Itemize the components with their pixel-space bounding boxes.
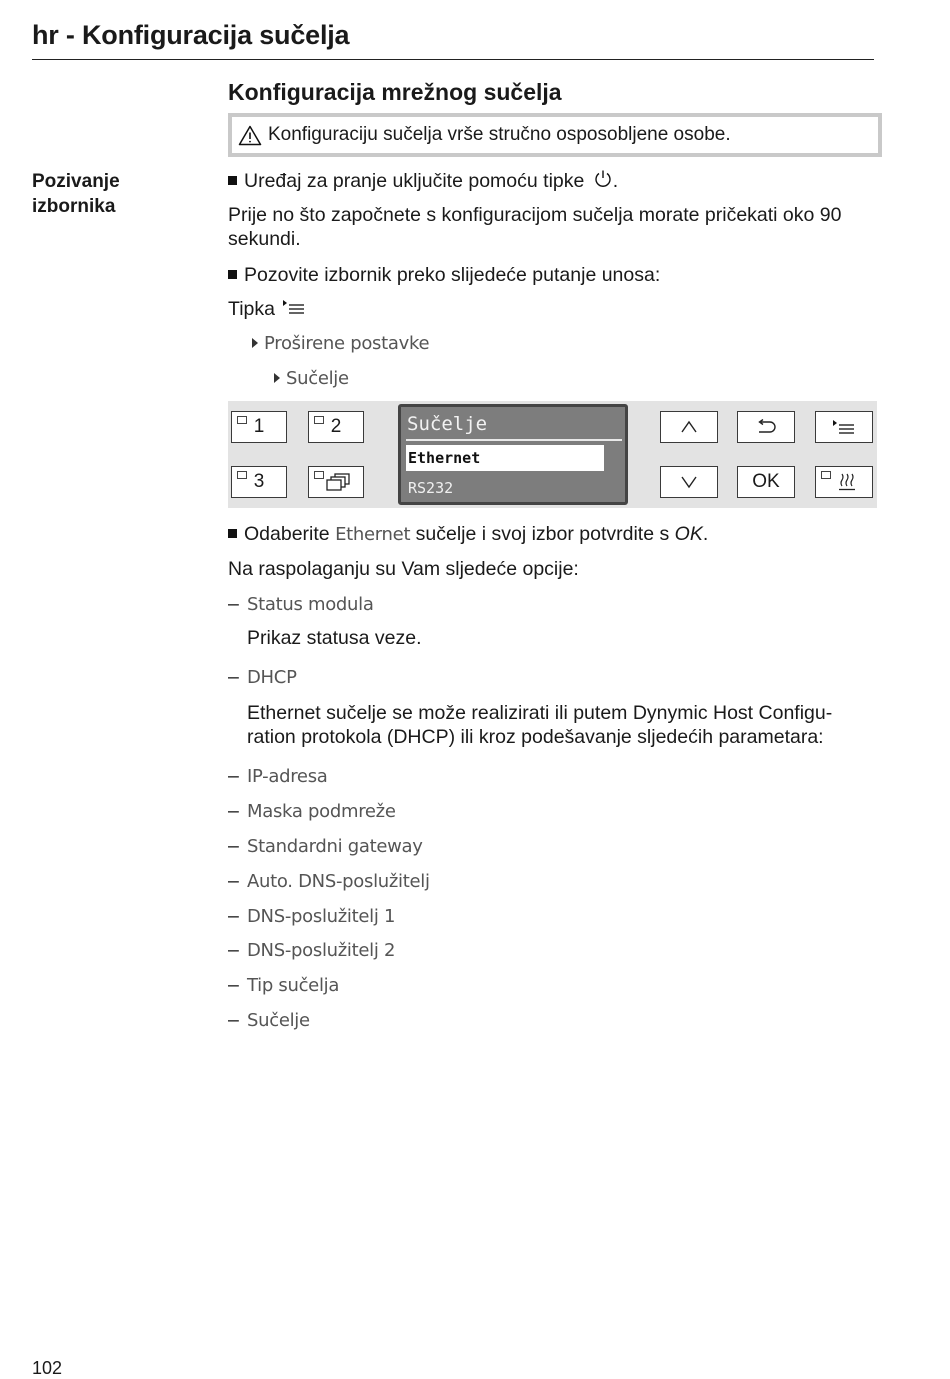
down-button[interactable] xyxy=(660,466,718,498)
param-item xyxy=(228,938,395,963)
up-arrow-icon xyxy=(680,420,698,434)
bullet-square xyxy=(228,270,237,279)
page-title: hr - Konfiguracija sučelja xyxy=(32,20,350,50)
dash: – xyxy=(228,666,239,688)
key-3[interactable] xyxy=(231,466,287,498)
path-key-label: Tipka xyxy=(228,298,275,320)
step1-end: . xyxy=(612,170,619,192)
path-key xyxy=(228,297,306,321)
param-label: Maska podmreže xyxy=(247,801,396,822)
dry-button[interactable] xyxy=(815,466,873,498)
led-indicator xyxy=(821,471,831,479)
back-button[interactable] xyxy=(737,411,795,443)
step3-end: . xyxy=(702,523,709,545)
step-select-ethernet xyxy=(228,522,708,547)
wait-paragraph: Prije no što započnete s konfiguracijom sučelja morate pričekati oko 90 sekundi. xyxy=(228,204,842,250)
dash: – xyxy=(228,939,239,961)
display-option[interactable]: RS232 xyxy=(408,479,454,497)
led-indicator xyxy=(237,471,247,479)
dash: – xyxy=(228,765,239,787)
key-2[interactable] xyxy=(308,411,364,443)
dash: – xyxy=(228,800,239,822)
led-indicator xyxy=(314,416,324,424)
path-level2-text: Sučelje xyxy=(286,368,349,389)
step3-mid: sučelje i svoj izbor potvrdite s xyxy=(415,523,670,545)
step3-highlight: Ethernet xyxy=(335,524,411,545)
param-label: Tip sučelja xyxy=(247,975,340,996)
display-title: Sučelje xyxy=(407,413,488,435)
warning-triangle-icon xyxy=(238,125,262,146)
step-power-on xyxy=(228,169,618,193)
param-label: IP-adresa xyxy=(247,766,328,787)
option-label: DHCP xyxy=(247,667,297,688)
dry-heat-icon xyxy=(838,472,856,492)
back-icon xyxy=(755,419,777,435)
dash: – xyxy=(228,593,239,615)
step3-pre: Odaberite xyxy=(244,523,330,545)
step-open-menu xyxy=(228,263,660,287)
option-label: Status modula xyxy=(247,594,374,615)
path-level1-text: Proširene postavke xyxy=(264,333,430,354)
warning-text: Konfiguraciju sučelja vrše stručno osposobljene osobe. xyxy=(268,124,731,145)
step1-text: Uređaj za pranje uključite pomoću tipke xyxy=(244,170,585,192)
lcd-display xyxy=(398,404,628,505)
param-item xyxy=(228,904,395,929)
param-item xyxy=(228,834,423,859)
side-label-line2: izbornika xyxy=(32,196,116,217)
menu-button[interactable] xyxy=(815,411,873,443)
menu-icon xyxy=(832,418,856,436)
display-divider xyxy=(406,439,622,441)
display-selected-option[interactable]: Ethernet xyxy=(406,445,604,471)
dash: – xyxy=(228,974,239,996)
param-item xyxy=(228,764,328,789)
led-indicator xyxy=(237,416,247,424)
param-item xyxy=(228,869,430,894)
arrow-right-icon xyxy=(274,373,280,383)
bullet-square xyxy=(228,176,237,185)
param-label: Auto. DNS-poslužitelj xyxy=(247,871,430,892)
key-2-label: 2 xyxy=(330,416,342,437)
param-label: DNS-poslužitelj 1 xyxy=(247,906,396,927)
section-title: Konfiguracija mrežnog sučelja xyxy=(228,79,562,105)
dash: – xyxy=(228,905,239,927)
arrow-right-icon xyxy=(252,338,258,348)
down-arrow-icon xyxy=(680,475,698,489)
param-item xyxy=(228,799,396,824)
key-1[interactable] xyxy=(231,411,287,443)
dash: – xyxy=(228,835,239,857)
key-program-display[interactable] xyxy=(308,466,364,498)
param-item xyxy=(228,1008,310,1033)
bullet-square xyxy=(228,529,237,538)
options-intro: Na raspolaganju su Vam sljedeće opcije: xyxy=(228,558,579,580)
key-1-label: 1 xyxy=(253,416,265,437)
param-label: Sučelje xyxy=(247,1010,310,1031)
option-dhcp xyxy=(228,665,297,690)
param-label: Standardni gateway xyxy=(247,836,423,857)
power-icon xyxy=(593,169,613,189)
control-panel xyxy=(228,401,877,508)
dash: – xyxy=(228,870,239,892)
title-divider xyxy=(32,59,874,60)
ok-button[interactable] xyxy=(737,466,795,498)
path-level2 xyxy=(274,368,349,389)
ok-button-label: OK xyxy=(752,471,780,492)
option-description-line1: Ethernet sučelje se može realizirati ili putem Dynymic Host Configu- xyxy=(247,702,833,724)
warning-box xyxy=(228,113,882,157)
page-number: 102 xyxy=(32,1358,63,1378)
step2-text: Pozovite izbornik preko slijedeće putanje unosa: xyxy=(244,264,661,286)
path-level1 xyxy=(252,333,429,354)
menu-icon xyxy=(282,298,306,316)
param-item xyxy=(228,973,339,998)
side-label-line1: Pozivanje xyxy=(32,171,120,192)
dash: – xyxy=(228,1009,239,1031)
option-description-line2: ration protokola (DHCP) ili kroz podešavanje sljedećih parametara: xyxy=(247,726,824,748)
step3-ok: OK xyxy=(674,523,703,545)
up-button[interactable] xyxy=(660,411,718,443)
option-status-module xyxy=(228,592,374,617)
side-label xyxy=(32,169,120,219)
led-indicator xyxy=(314,471,324,479)
option-description: Prikaz statusa veze. xyxy=(247,627,422,649)
key-3-label: 3 xyxy=(253,471,265,492)
program-display-icon xyxy=(325,472,353,492)
param-label: DNS-poslužitelj 2 xyxy=(247,940,396,961)
